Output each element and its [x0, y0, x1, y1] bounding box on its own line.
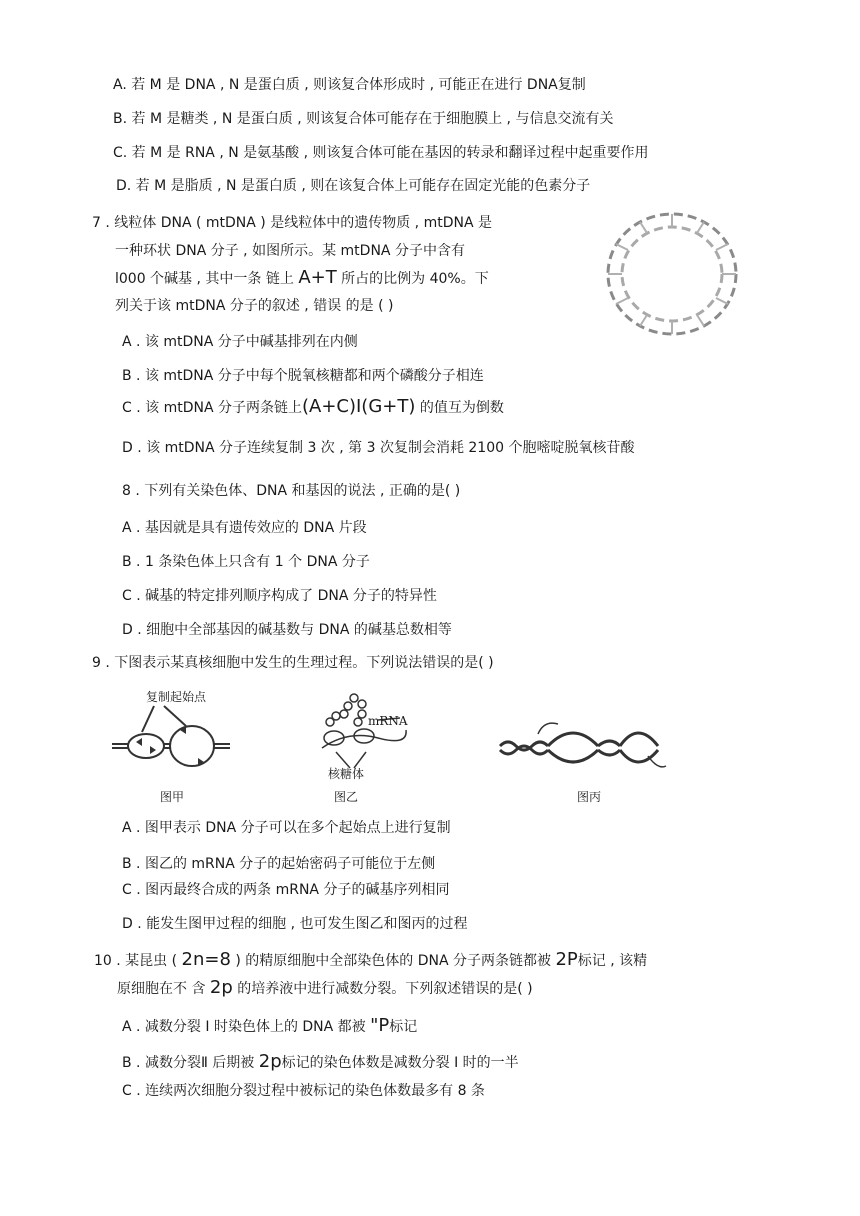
fig-yi-caption: 图乙	[334, 790, 359, 804]
q10-stem-line1: 10 . 某昆虫 ( 2n=8 ) 的精原细胞中全部染色体的 DNA 分子两条链都被 2P标记 , 该精	[94, 949, 648, 970]
q10-stem-line2: 原细胞在不 含 2p 的培养液中进行减数分裂。下列叙述错误的是( )	[117, 977, 533, 998]
mtdna-ring-figure	[598, 204, 746, 344]
fig-bing-caption: 图丙	[577, 790, 602, 804]
fig-jia-replication-bubbles	[112, 702, 230, 782]
q7-option-d: D . 该 mtDNA 分子连续复制 3 次 , 第 3 次复制会消耗 2100 个胞嘧啶脱氧核苷酸	[122, 440, 635, 456]
q9-option-b: B . 图乙的 mRNA 分子的起始密码子可能位于左侧	[122, 856, 436, 872]
fig-yi-mrna-label: mRNA	[368, 714, 408, 728]
q8-stem: 8 . 下列有关染色体、DNA 和基因的说法 , 正确的是( )	[122, 483, 461, 499]
q7-stem-line1: 7 . 线粒体 DNA ( mtDNA ) 是线粒体中的遗传物质 , mtDNA 是	[92, 215, 492, 231]
q6-option-c: C. 若 M 是 RNA , N 是氨基酸 , 则该复合体可能在基因的转录和翻译过程中起重要作用	[113, 145, 649, 161]
q6-option-b: B. 若 M 是糖类 , N 是蛋白质 , 则该复合体可能存在于细胞膜上 , 与信息交流有关	[113, 111, 614, 127]
fig-bing-transcription	[498, 716, 668, 778]
fig-jia-caption: 图甲	[160, 790, 185, 804]
fig-yi-ribosome-label: 核糖体	[328, 767, 365, 781]
q7-stem-line3: l000 个碱基 , 其中一条 链上 A+T 所占的比例为 40%。下	[115, 267, 489, 288]
q8-option-b: B . 1 条染色体上只含有 1 个 DNA 分子	[122, 554, 370, 570]
q6-option-a: A. 若 M 是 DNA , N 是蛋白质 , 则该复合体形成时 , 可能正在进行 DNA复制	[113, 77, 586, 93]
q9-option-d: D . 能发生图甲过程的细胞 , 也可发生图乙和图丙的过程	[122, 916, 468, 932]
q8-option-c: C . 碱基的特定排列顺序构成了 DNA 分子的特异性	[122, 588, 437, 604]
q8-option-d: D . 细胞中全部基因的碱基数与 DNA 的碱基总数相等	[122, 622, 452, 638]
q6-option-d: D. 若 M 是脂质 , N 是蛋白质 , 则在该复合体上可能存在固定光能的色素分子	[116, 178, 591, 194]
q7-option-a: A . 该 mtDNA 分子中碱基排列在内侧	[122, 334, 358, 350]
q9-option-a: A . 图甲表示 DNA 分子可以在多个起始点上进行复制	[122, 820, 451, 836]
q7-stem-line4: 列关于该 mtDNA 分子的叙述 , 错误 的是 ( )	[115, 298, 394, 314]
q10-option-c: C . 连续两次细胞分裂过程中被标记的染色体数最多有 8 条	[122, 1083, 485, 1099]
q9-stem: 9 . 下图表示某真核细胞中发生的生理过程。下列说法错误的是( )	[92, 655, 494, 671]
q10-option-b: B . 减数分裂Ⅱ 后期被 2p标记的染色体数是减数分裂 Ⅰ 时的一半	[122, 1051, 519, 1072]
q8-option-a: A . 基因就是具有遗传效应的 DNA 片段	[122, 520, 367, 536]
fig-jia-origin-label: 复制起始点	[146, 690, 207, 704]
q7-stem-line2: 一种环状 DNA 分子 , 如图所示。某 mtDNA 分子中含有	[115, 243, 465, 259]
q9-option-c: C . 图丙最终合成的两条 mRNA 分子的碱基序列相同	[122, 882, 450, 898]
q7-option-b: B . 该 mtDNA 分子中每个脱氧核糖都和两个磷酸分子相连	[122, 368, 484, 384]
q7-option-c: C . 该 mtDNA 分子两条链上(A+C)I(G+T) 的值互为倒数	[122, 396, 504, 417]
q10-option-a: A . 减数分裂 Ⅰ 时染色体上的 DNA 都被 "P标记	[122, 1015, 418, 1036]
